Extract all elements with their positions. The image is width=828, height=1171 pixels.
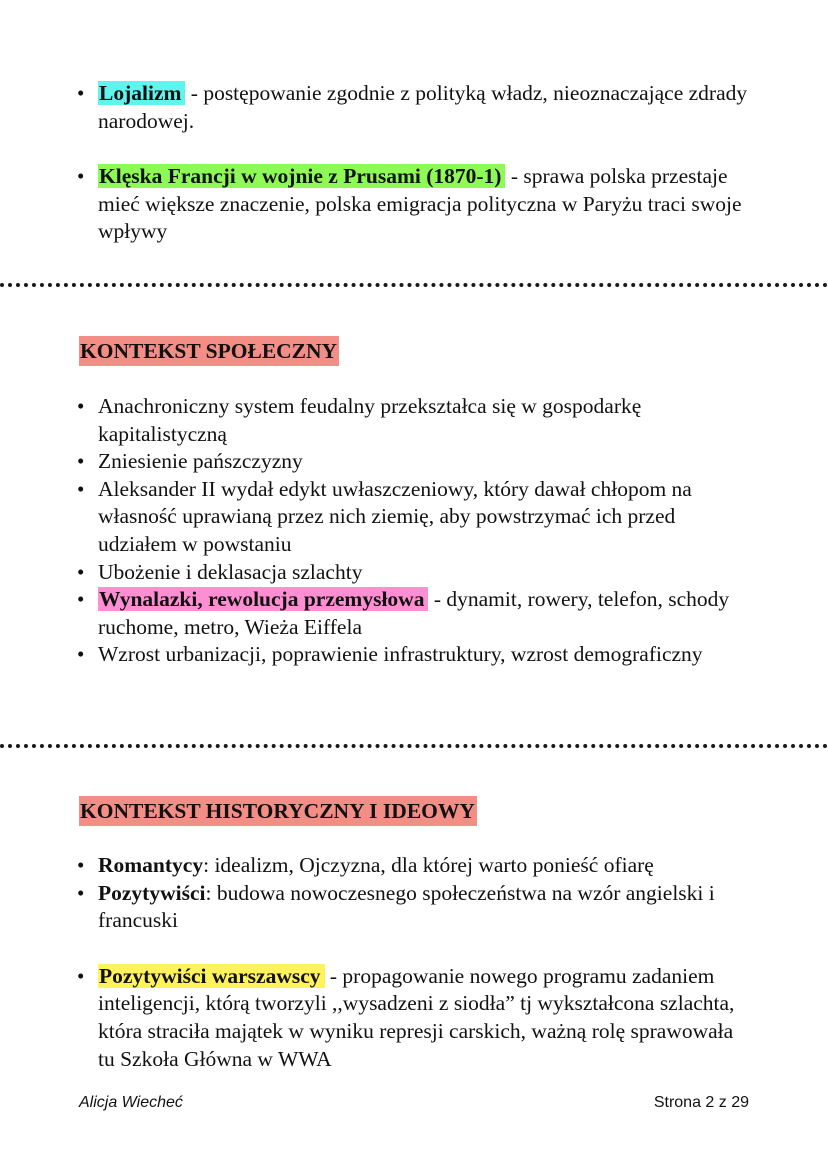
list-item: • Wzrost urbanizacji, poprawienie infrastruktury, wzrost demograficzny — [75, 641, 755, 669]
list-item — [75, 586, 755, 641]
list-item — [75, 880, 755, 935]
highlighted-term: Wynalazki, rewolucja przemysłowa — [98, 587, 428, 611]
list-item — [75, 852, 755, 880]
social-list — [75, 393, 755, 669]
list-item: • Zniesienie pańszczyzny — [75, 448, 755, 476]
list-item: • Anachroniczny system feudalny przekształca się w gospodarkę kapitalistyczną — [75, 393, 755, 448]
footer-page-number: Strona 2 z 29 — [653, 1094, 749, 1111]
dotted-divider — [0, 744, 828, 748]
list-item — [75, 963, 755, 1073]
highlighted-term: Lojalizm — [98, 81, 185, 105]
item-text: : budowa nowoczesnego społeczeństwa na wzór angielski i francuski — [98, 880, 715, 933]
bold-term: Pozytywiści — [98, 880, 206, 905]
footer-author: Alicja Wiecheć — [79, 1094, 183, 1111]
list-item — [75, 80, 755, 135]
list-item: • Aleksander II wydał edykt uwłaszczeniowy, który dawał chłopom na własność uprawianą przez nich ziemię, aby powstrzymać ich przed udziałem w powstaniu — [75, 476, 755, 559]
section-heading-social: KONTEKST SPOŁECZNY — [79, 336, 339, 366]
list-item — [75, 163, 755, 246]
political-list — [75, 80, 755, 246]
section-heading-history: KONTEKST HISTORYCZNY I IDEOWY — [79, 796, 477, 826]
highlighted-term: Pozytywiści warszawscy — [98, 964, 325, 988]
history-list — [75, 852, 755, 1073]
dotted-divider — [0, 283, 828, 287]
list-item: • Ubożenie i deklasacja szlachty — [75, 559, 755, 587]
bold-term: Romantycy — [98, 853, 204, 877]
item-text: - propagowanie nowego programu zadaniem inteligencji, którą tworzyli ,,wysadzeni z siodła” tj wykształcona szlachta, która straciła majątek w wyniku represji carskich, ważną rolę sprawowała tu Szkoła Główna w WWA — [98, 963, 735, 1071]
item-text: - sprawa polska przestaje mieć większe znaczenie, polska emigracja polityczna w Paryżu traci swoje wpływy — [98, 164, 742, 244]
item-text: : idealizm, Ojczyzna, dla której warto ponieść ofiarę — [203, 853, 654, 877]
item-text: - postępowanie zgodnie z polityką władz, nieoznaczające zdrady narodowej. — [98, 81, 748, 133]
item-text: - dynamit, rowery, telefon, schody ruchome, metro, Wieża Eiffela — [98, 587, 730, 639]
highlighted-term: Klęska Francji w wojnie z Prusami (1870-1) — [98, 164, 505, 188]
